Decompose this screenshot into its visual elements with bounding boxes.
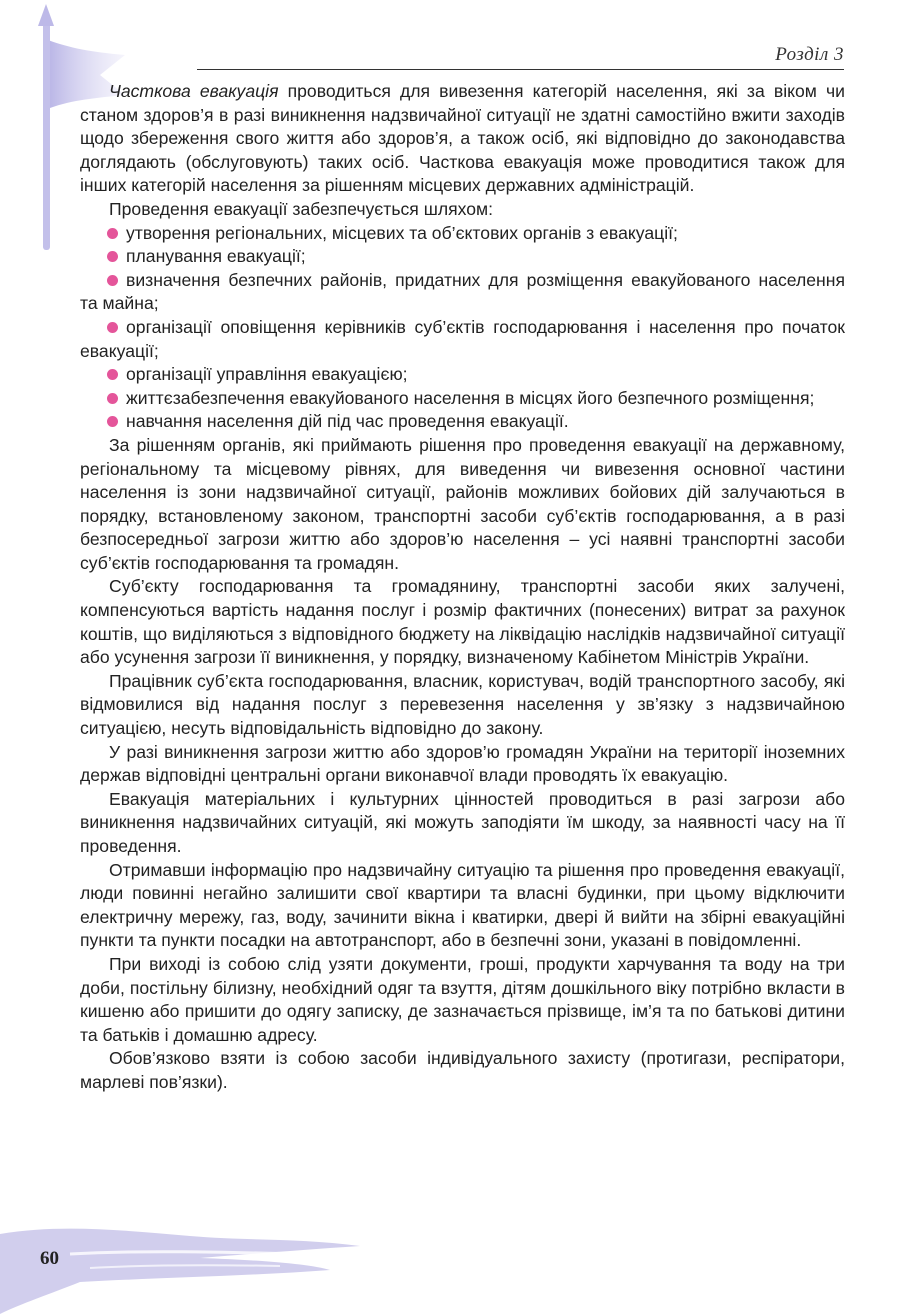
paragraph bbox=[80, 741, 845, 788]
bullet-item bbox=[80, 222, 845, 246]
bullet-item bbox=[80, 410, 845, 434]
term-emphasis: Часткова евакуація bbox=[109, 81, 279, 101]
pink-dot-icon bbox=[107, 251, 118, 262]
paragraph bbox=[80, 434, 845, 576]
paragraph-text: Обов’язково взяти із собою засоби індивідуального захисту (протигази, респіратори, марлеві пов’язки). bbox=[80, 1048, 845, 1092]
paragraph-text: За рішенням органів, які приймають рішення про проведення евакуації на державному, регіональному та місцевому рівнях, для виведення чи вивезення основної частини населення із зони надзвичайної ситуації, районів можливих бойових дій залучаються в порядку, встановленому законом, транспортні засоби суб’єктів господарювання, а в разі безпосередньої загрози життю або здоров’ю населення – усі наявні транспортні засоби суб’єктів господарювання та громадян. bbox=[80, 434, 845, 573]
pink-dot-icon bbox=[107, 416, 118, 427]
pink-dot-icon bbox=[107, 393, 118, 404]
section-label: Розділ 3 bbox=[775, 44, 844, 65]
paragraph-text: організації оповіщення керівників суб’єктів господарювання і населення про початок евакуації; bbox=[80, 316, 845, 361]
wave-decoration bbox=[0, 1194, 420, 1314]
header-rule bbox=[197, 69, 844, 70]
body-text bbox=[80, 80, 845, 1095]
paragraph-text: навчання населення дій під час проведення евакуації. bbox=[126, 411, 569, 432]
paragraph-text: У разі виникнення загрози життю або здоров’ю громадян України на території іноземних держав відповідні центральні органи виконавчої влади проводять їх евакуацію. bbox=[80, 741, 845, 786]
paragraph-text: Отримавши інформацію про надзвичайну ситуацію та рішення про проведення евакуації, люди повинні негайно залишити свої квартири та власні будинки, при цьому відключити електричну мережу, газ, воду, зачинити вікна і кватирки, двері й вийти на збірні евакуаційні пункти та пункти посадки на автотранспорт, або в безпечні зони, указані в повідомленні. bbox=[80, 859, 845, 951]
bullet-item bbox=[80, 316, 845, 363]
paragraph-text: проводиться для вивезення категорій населення, які за віком чи станом здоров’я в разі виникнення надзвичайної ситуації не здатні самостійно вжити заходів щодо збереження свого життя або здоров’я, а також осіб, які відповідно до законодавства доглядають (обслуговують) таких осіб. Часткова евакуація може проводитися також для інших категорій населення за рішенням місцевих державних адміністрацій. bbox=[80, 81, 845, 196]
pink-dot-icon bbox=[107, 322, 118, 333]
paragraph-text: Працівник суб’єкта господарювання, власник, користувач, водій транспортного засобу, які відмовилися від надання послуг з перевезення населення у зв’язку з надзвичайною ситуацією, несуть відповідальність відповідно до закону. bbox=[80, 670, 845, 739]
paragraph-text: утворення регіональних, місцевих та об’єктових органів з евакуації; bbox=[126, 222, 678, 243]
paragraph-text: Проведення евакуації забезпечується шляхом: bbox=[109, 198, 493, 219]
bullet-item bbox=[80, 269, 845, 316]
paragraph-text: При виході із собою слід узяти документи, гроші, продукти харчування та воду на три доби, постільну білизну, необхідний одяг та взуття, дітям дошкільного віку потрібно вкласти в кишеню або пришити до одягу записку, де зазначається прізвище, ім’я та по батькові дитини та батьків і домашню адресу. bbox=[80, 953, 845, 1045]
paragraph-text: визначення безпечних районів, придатних для розміщення евакуйованого населення та майна; bbox=[80, 269, 845, 314]
paragraph bbox=[80, 198, 845, 222]
paragraph bbox=[80, 953, 845, 1047]
page-number: 60 bbox=[40, 1248, 59, 1269]
paragraph-text: життєзабезпечення евакуйованого населення в місцях його безпечного розміщення; bbox=[126, 387, 815, 408]
paragraph bbox=[80, 788, 845, 859]
paragraph-text: планування евакуації; bbox=[126, 246, 306, 267]
paragraph-text: Суб’єкту господарювання та громадянину, транспортні засоби яких залучені, компенсуються вартість надання послуг і розмір фактичних (понесених) витрат за рахунок коштів, що виділяються з відповідного бюджету на ліквідацію наслідків надзвичайної ситуації або усунення загрози її виникнення, у порядку, визначеному Кабінетом Міністрів України. bbox=[80, 576, 845, 668]
paragraph bbox=[80, 575, 845, 669]
paragraph bbox=[80, 670, 845, 741]
pink-dot-icon bbox=[107, 369, 118, 380]
bullet-item bbox=[80, 245, 845, 269]
bullet-item bbox=[80, 387, 845, 411]
paragraph bbox=[80, 1047, 845, 1094]
paragraph-text: організації управління евакуацією; bbox=[126, 364, 408, 385]
paragraph bbox=[80, 80, 845, 198]
pink-dot-icon bbox=[107, 228, 118, 239]
pink-dot-icon bbox=[107, 275, 118, 286]
paragraph bbox=[80, 859, 845, 953]
paragraph-text: Евакуація матеріальних і культурних цінностей проводиться в разі загрози або виникнення надзвичайних ситуацій, які можуть заподіяти їм шкоду, за наявності часу на її проведення. bbox=[80, 788, 845, 856]
bullet-item bbox=[80, 363, 845, 387]
